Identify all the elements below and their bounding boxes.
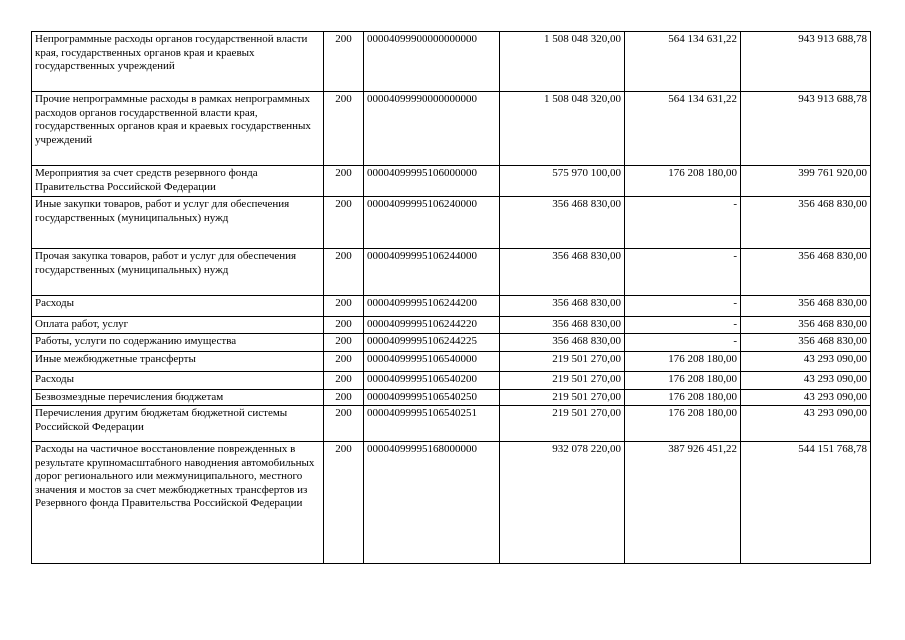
expense-name-cell: Прочие непрограммные расходы в рамках непрограммных расходов органов государственной власти края, государственных органов края и краевых государственных учреждений: [32, 92, 324, 166]
expense-name-cell: Иные межбюджетные трансферты: [32, 352, 324, 372]
table-row: [32, 197, 871, 249]
approved-amount-cell: 356 468 830,00: [500, 317, 625, 334]
line-code-cell: 200: [324, 406, 364, 442]
budget-classification-cell: 00004099995106540000: [364, 352, 500, 372]
expense-name-cell: Мероприятия за счет средств резервного фонда Правительства Российской Федерации: [32, 166, 324, 197]
line-code-cell: 200: [324, 334, 364, 352]
executed-amount-cell: 176 208 180,00: [625, 372, 741, 390]
line-code-cell: 200: [324, 372, 364, 390]
line-code-cell: 200: [324, 442, 364, 564]
expense-name-cell: Работы, услуги по содержанию имущества: [32, 334, 324, 352]
executed-amount-cell: 564 134 631,22: [625, 92, 741, 166]
executed-amount-cell: -: [625, 197, 741, 249]
approved-amount-cell: 219 501 270,00: [500, 390, 625, 406]
table-row: [32, 334, 871, 352]
approved-amount-cell: 932 078 220,00: [500, 442, 625, 564]
approved-amount-cell: 219 501 270,00: [500, 372, 625, 390]
expense-name-cell: Прочая закупка товаров, работ и услуг для обеспечения государственных (муниципальных) нужд: [32, 249, 324, 296]
line-code-cell: 200: [324, 166, 364, 197]
table-row: [32, 249, 871, 296]
budget-classification-cell: 00004099995106244000: [364, 249, 500, 296]
expense-name-cell: Иные закупки товаров, работ и услуг для обеспечения государственных (муниципальных) нужд: [32, 197, 324, 249]
table-row: [32, 372, 871, 390]
line-code-cell: 200: [324, 32, 364, 92]
executed-amount-cell: 176 208 180,00: [625, 352, 741, 372]
expense-name-cell: Расходы: [32, 296, 324, 317]
table-row: [32, 406, 871, 442]
remaining-amount-cell: 356 468 830,00: [741, 334, 871, 352]
approved-amount-cell: 219 501 270,00: [500, 352, 625, 372]
executed-amount-cell: 176 208 180,00: [625, 166, 741, 197]
executed-amount-cell: -: [625, 249, 741, 296]
line-code-cell: 200: [324, 296, 364, 317]
approved-amount-cell: 356 468 830,00: [500, 249, 625, 296]
expense-name-cell: Оплата работ, услуг: [32, 317, 324, 334]
line-code-cell: 200: [324, 317, 364, 334]
table-row: [32, 32, 871, 92]
budget-classification-cell: 00004099995168000000: [364, 442, 500, 564]
executed-amount-cell: 564 134 631,22: [625, 32, 741, 92]
executed-amount-cell: -: [625, 334, 741, 352]
expense-name-cell: Расходы на частичное восстановление поврежденных в результате крупномасштабного наводнения автомобильных дорог регионального или межмуниципального, местного значения и мостов за счет межбюджетных трансфертов из Резервного фонда Правительства Российской Федерации: [32, 442, 324, 564]
remaining-amount-cell: 544 151 768,78: [741, 442, 871, 564]
executed-amount-cell: -: [625, 317, 741, 334]
executed-amount-cell: 176 208 180,00: [625, 406, 741, 442]
line-code-cell: 200: [324, 197, 364, 249]
approved-amount-cell: 219 501 270,00: [500, 406, 625, 442]
remaining-amount-cell: 943 913 688,78: [741, 32, 871, 92]
line-code-cell: 200: [324, 352, 364, 372]
budget-execution-table: [31, 31, 871, 564]
table-row: [32, 390, 871, 406]
budget-classification-cell: 00004099995106000000: [364, 166, 500, 197]
line-code-cell: 200: [324, 390, 364, 406]
budget-classification-cell: 00004099995106244225: [364, 334, 500, 352]
executed-amount-cell: 176 208 180,00: [625, 390, 741, 406]
executed-amount-cell: -: [625, 296, 741, 317]
budget-classification-cell: 00004099995106540200: [364, 372, 500, 390]
table-row: [32, 296, 871, 317]
table-body: [32, 32, 871, 564]
remaining-amount-cell: 399 761 920,00: [741, 166, 871, 197]
line-code-cell: 200: [324, 92, 364, 166]
line-code-cell: 200: [324, 249, 364, 296]
expense-name-cell: Перечисления другим бюджетам бюджетной системы Российской Федерации: [32, 406, 324, 442]
remaining-amount-cell: 43 293 090,00: [741, 390, 871, 406]
budget-classification-cell: 00004099990000000000: [364, 92, 500, 166]
remaining-amount-cell: 43 293 090,00: [741, 352, 871, 372]
budget-classification-cell: 00004099995106240000: [364, 197, 500, 249]
budget-classification-cell: 00004099995106540251: [364, 406, 500, 442]
approved-amount-cell: 356 468 830,00: [500, 197, 625, 249]
budget-classification-cell: 00004099900000000000: [364, 32, 500, 92]
remaining-amount-cell: 43 293 090,00: [741, 406, 871, 442]
remaining-amount-cell: 943 913 688,78: [741, 92, 871, 166]
table-row: [32, 92, 871, 166]
expense-name-cell: Расходы: [32, 372, 324, 390]
remaining-amount-cell: 356 468 830,00: [741, 197, 871, 249]
approved-amount-cell: 1 508 048 320,00: [500, 32, 625, 92]
remaining-amount-cell: 356 468 830,00: [741, 296, 871, 317]
remaining-amount-cell: 43 293 090,00: [741, 372, 871, 390]
budget-classification-cell: 00004099995106244220: [364, 317, 500, 334]
expense-name-cell: Непрограммные расходы органов государственной власти края, государственных органов края и краевых государственных учреждений: [32, 32, 324, 92]
table-row: [32, 166, 871, 197]
budget-classification-cell: 00004099995106540250: [364, 390, 500, 406]
approved-amount-cell: 1 508 048 320,00: [500, 92, 625, 166]
approved-amount-cell: 356 468 830,00: [500, 296, 625, 317]
expense-name-cell: Безвозмездные перечисления бюджетам: [32, 390, 324, 406]
remaining-amount-cell: 356 468 830,00: [741, 317, 871, 334]
approved-amount-cell: 575 970 100,00: [500, 166, 625, 197]
executed-amount-cell: 387 926 451,22: [625, 442, 741, 564]
budget-classification-cell: 00004099995106244200: [364, 296, 500, 317]
approved-amount-cell: 356 468 830,00: [500, 334, 625, 352]
remaining-amount-cell: 356 468 830,00: [741, 249, 871, 296]
table-row: [32, 442, 871, 564]
table-row: [32, 317, 871, 334]
table-row: [32, 352, 871, 372]
